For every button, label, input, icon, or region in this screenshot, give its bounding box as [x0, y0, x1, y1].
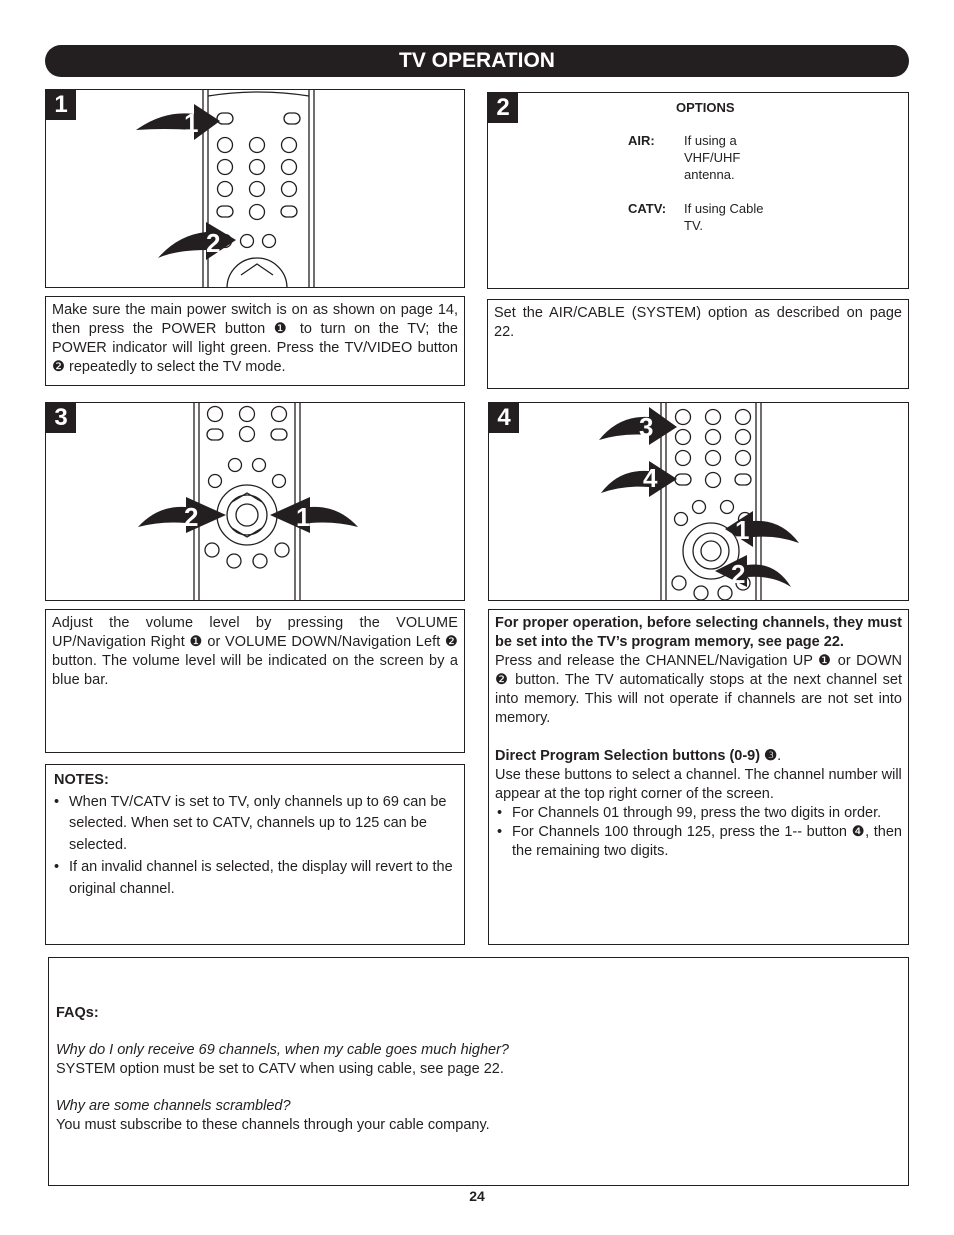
callout-2: 2 [731, 559, 746, 589]
page-title: TV OPERATION [45, 45, 909, 77]
step-4-intro: For proper operation, before selecting channels, they must be set into the TV’s program memory, see page 22. [495, 615, 902, 650]
step-4-channel-text: Press and release the CHANNEL/Navigation UP ❶ or DOWN ❷ button. The TV automatically stops at the next channel set into memory. This will not operate if channels are not set into memory. [495, 653, 902, 726]
option-catv [628, 200, 784, 234]
step-2-number: 2 [488, 93, 518, 123]
step-2-text: Set the AIR/CABLE (SYSTEM) option as described on page 22. [487, 299, 909, 389]
callout-1: 1 [735, 515, 750, 545]
faqs-title: FAQs: [56, 1005, 99, 1021]
remote-illustration-1 [46, 90, 465, 288]
options-title: OPTIONS [676, 100, 735, 115]
step-3-illustration [45, 402, 465, 601]
step-1-illustration [45, 89, 465, 288]
air-label: AIR: [628, 133, 655, 148]
remote-illustration-3 [46, 403, 465, 601]
callout-1: 1 [296, 502, 311, 532]
remote-illustration-4 [489, 403, 909, 601]
faqs-box [48, 957, 909, 1186]
notes-list [52, 792, 458, 901]
air-value: If using a VHF/UHF antenna. [684, 133, 741, 182]
faq-answer: SYSTEM option must be set to CATV when using cable, see page 22. [56, 1060, 504, 1077]
list-item: • For Channels 01 through 99, press the two digits in order. [495, 804, 902, 823]
note-item: • If an invalid channel is selected, the display will revert to the original channel. [52, 857, 458, 900]
callout-1: 1 [184, 108, 199, 138]
catv-label: CATV: [628, 201, 667, 216]
callout-3: 3 [639, 412, 654, 442]
step-1-number: 1 [46, 90, 76, 120]
direct-selection-list [495, 804, 902, 861]
faq-answer: You must subscribe to these channels through your cable company. [56, 1116, 490, 1133]
step-1-text: Make sure the main power switch is on as shown on page 14, then press the POWER button ❶ to turn on the TV; the POWER indicator will light green. Press the TV/VIDEO button ❷ repeatedly to select the TV mode. [45, 296, 465, 386]
faq-question: Why are some channels scrambled? [56, 1097, 291, 1114]
direct-selection-text: Use these buttons to select a channel. The channel number will appear at the top right corner of the screen. [495, 767, 902, 802]
option-air [628, 132, 784, 183]
notes-box [45, 764, 465, 945]
direct-selection-heading-end: . [777, 748, 782, 764]
catv-value: If using Cable TV. [684, 201, 764, 233]
step-2-options-panel [487, 92, 909, 289]
faq-question: Why do I only receive 69 channels, when my cable goes much higher? [56, 1041, 509, 1058]
step-3-number: 3 [46, 403, 76, 433]
page-number: 24 [469, 1188, 485, 1204]
step-3-text: Adjust the volume level by pressing the VOLUME UP/Navigation Right ❶ or VOLUME DOWN/Navigation Left ❷ button. The volume level will be indicated on the screen by a blue bar. [45, 609, 465, 753]
callout-4: 4 [643, 463, 658, 493]
callout-2: 2 [184, 502, 199, 532]
direct-selection-heading: Direct Program Selection buttons (0-9) ❸ [495, 748, 778, 764]
note-item: • When TV/CATV is set to TV, only channels up to 69 can be selected. When set to CATV, channels up to 125 can be selected. [52, 792, 458, 857]
notes-title: NOTES: [54, 772, 109, 788]
callout-2: 2 [206, 228, 221, 258]
step-4-number: 4 [489, 403, 519, 433]
step-4-illustration [488, 402, 909, 601]
list-item: • For Channels 100 through 125, press the 1-- button ❹, then the remaining two digits. [495, 823, 902, 861]
step-4-text [488, 609, 909, 945]
